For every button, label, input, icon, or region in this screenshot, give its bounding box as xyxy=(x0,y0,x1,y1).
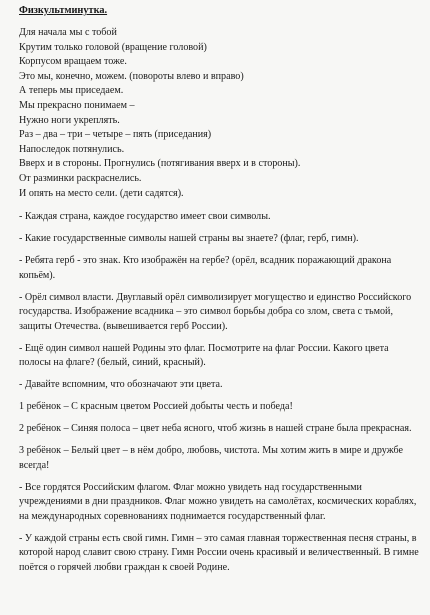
poem-line: Раз – два – три – четыре – пять (приседания) xyxy=(19,129,212,141)
paragraph: - Все гордятся Российским флагом. Флаг можно увидеть над государственными учреждениями в дни праздников. Флаг можно увидеть на самолётах, космических кораблях, на международных соревнованиях поднимается государственный флаг. xyxy=(19,481,417,522)
poem-line: А теперь мы приседаем. xyxy=(19,85,124,97)
poem-line: Вверх и в стороны. Прогнулись (потягивания вверх и в стороны). xyxy=(19,158,301,170)
poem-line: От разминки раскраснелись. xyxy=(19,172,142,184)
poem-line: Крутим только головой (вращение головой) xyxy=(19,41,207,53)
paragraph: 3 ребёнок – Белый цвет – в нём добро, любовь, чистота. Мы хотим жить в мире и дружбе всегда! xyxy=(19,445,404,471)
paragraph: - Ещё один символ нашей Родины это флаг. Посмотрите на флаг России. Какого цвета полосы на флаге? (белый, синий, красный). xyxy=(19,342,389,369)
paragraph: - Ребята герб - это знак. Кто изображён на гербе? (орёл, всадник поражающий дракона копьём). xyxy=(19,255,392,281)
paragraph: - Каждая страна, каждое государство имеет свои символы. xyxy=(19,211,271,223)
poem-line: Для начала мы с тобой xyxy=(19,27,117,38)
exercise-poem xyxy=(19,26,422,201)
paragraph: - У каждой страны есть свой гимн. Гимн – это самая главная торжественная песня страны, в которой народ славит свою страну. Гимн России очень красивый и величественный. В гимне поётся о горячей любви граждан к своей Родине. xyxy=(19,532,419,573)
poem-line: Корпусом вращаем тоже. xyxy=(19,56,127,68)
paragraph: 1 ребёнок – С красным цветом Россией добыты честь и победа! xyxy=(19,401,293,413)
poem-line: Это мы, конечно, можем. (повороты влево и вправо) xyxy=(19,70,244,82)
dialogue-section xyxy=(19,210,422,575)
paragraph: - Орёл символ власти. Двуглавый орёл символизирует могущество и единство Российского государства. Изображение всадника – это символ борьбы добра со злом, света с тьмой, защиты Отечества. (вывешивается герб России). xyxy=(19,291,412,332)
paragraph: - Какие государственные символы нашей страны вы знаете? (флаг, герб, гимн). xyxy=(19,233,359,245)
poem-line: И опять на место сели. (дети садятся). xyxy=(19,187,184,199)
poem-line: Нужно ноги укреплять. xyxy=(19,114,120,126)
poem-line: Напоследок потянулись. xyxy=(19,143,125,155)
paragraph: 2 ребёнок – Синяя полоса – цвет неба ясного, чтоб жизнь в нашей стране была прекрасная. xyxy=(19,423,412,435)
poem-line: Мы прекрасно понимаем – xyxy=(19,99,135,111)
page-title: Физкультминутка. xyxy=(19,5,108,16)
paragraph: - Давайте вспомним, что обозначают эти цвета. xyxy=(19,379,223,391)
